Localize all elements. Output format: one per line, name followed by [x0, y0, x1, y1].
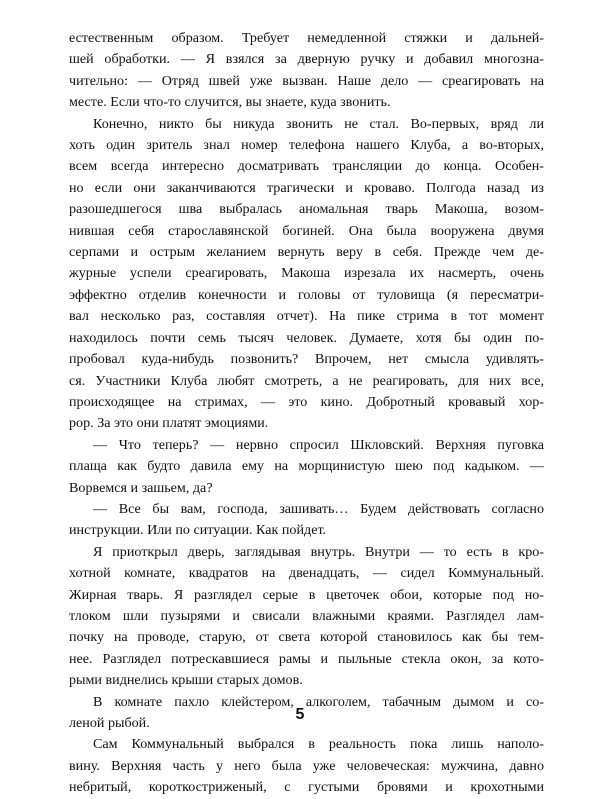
text-line: нившая себя старославянской богиней. Она была вооружена двумя	[69, 222, 544, 239]
text-line: хотной комнате, квадратов на двенадцать, — сидел Коммунальный.	[69, 565, 544, 582]
page-number: 5	[295, 706, 305, 723]
text-line: Конечно, никто бы никуда звонить не стал. Во-первых, вряд ли	[93, 115, 544, 132]
text-line: рыми виднелись крыши старых домов.	[69, 672, 303, 689]
text-line: пробовал куда-нибудь позвонить? Впрочем, нет смысла удивлять-	[69, 351, 544, 368]
text-line: серпами и острым желанием вернуть веру в себя. Прежде чем де-	[69, 244, 544, 261]
text-line: ся. Участники Клуба любят смотреть, а не реагировать, для них все,	[69, 372, 544, 389]
text-line: небритый, короткостриженый, с густыми бровями и крохотными	[69, 779, 544, 796]
text-line: эффектно отделив конечности и головы от туловища (я пересматри-	[69, 286, 544, 303]
text-line: инструкции. Или по ситуации. Как пойдет.	[69, 522, 327, 539]
body-text	[69, 28, 544, 799]
text-line: вину. Верхняя часть у него была уже человеческая: мужчина, давно	[69, 757, 544, 774]
text-line: В комнате пахло клейстером, алкоголем, табачным дымом и со-	[93, 693, 544, 710]
text-line: вал несколько раз, составляя отчет). На пике стрима в тот момент	[69, 308, 544, 325]
text-line: шей обработки. — Я взялся за дверную ручку и добавил многозна-	[69, 51, 544, 68]
text-line: журные успели среагировать, Макоша изрезала их насмерть, очень	[69, 265, 544, 282]
text-line: разошедшегося шва выбралась аномальная тварь Макоша, возом-	[69, 201, 544, 218]
text-line: чительно: — Отряд швей уже вызван. Наше дело — среагировать на	[69, 72, 544, 89]
text-line: — Что теперь? — нервно спросил Шкловский. Верхняя пуговка	[93, 436, 544, 453]
text-line: леной рыбой.	[69, 715, 150, 731]
text-line: находилось почти семь тысяч человек. Думаете, хотя бы один по-	[69, 329, 544, 346]
text-line: тлоком шли пузырями и свисали влажными краями. Разглядел лам-	[69, 607, 544, 624]
text-line: хоть один зритель знал номер телефона нашего Клуба, а во-вторых,	[69, 137, 544, 154]
text-line: Ворвемся и зашьем, да?	[69, 479, 213, 496]
text-line: Я приоткрыл дверь, заглядывая внутрь. Внутри — то есть в кро-	[93, 543, 544, 560]
text-line: месте. Если что-то случится, вы знаете, куда звонить.	[69, 94, 391, 111]
text-line: плаща как будто давила ему на морщинистую шею под кадыком. —	[69, 458, 544, 475]
text-line: Жирная тварь. Я разглядел серые в цветочек обои, которые под но-	[69, 586, 544, 603]
text-line: но если они заканчиваются трагически и кроваво. Полгода назад из	[69, 179, 544, 196]
text-line: рор. За это они платят эмоциями.	[69, 415, 269, 432]
text-line: почку на проводе, старую, от света которой становилось как бы тем-	[69, 629, 544, 646]
text-line: естественным образом. Требует немедленной стяжки и дальней-	[69, 30, 544, 46]
text-line: нее. Разглядел потрескавшиеся рамы и пыльные стекла окон, за кото-	[69, 650, 544, 667]
text-line: Сам Коммунальный выбрался в реальность пока лишь наполо-	[93, 736, 544, 753]
text-line: происходящее на стримах, — это кино. Добротный кровавый хор-	[69, 393, 544, 410]
text-line: — Все бы вам, господа, зашивать… Будем действовать согласно	[93, 500, 544, 517]
text-line: всем всегда интересно досматривать трансляции до конца. Особен-	[69, 158, 544, 175]
